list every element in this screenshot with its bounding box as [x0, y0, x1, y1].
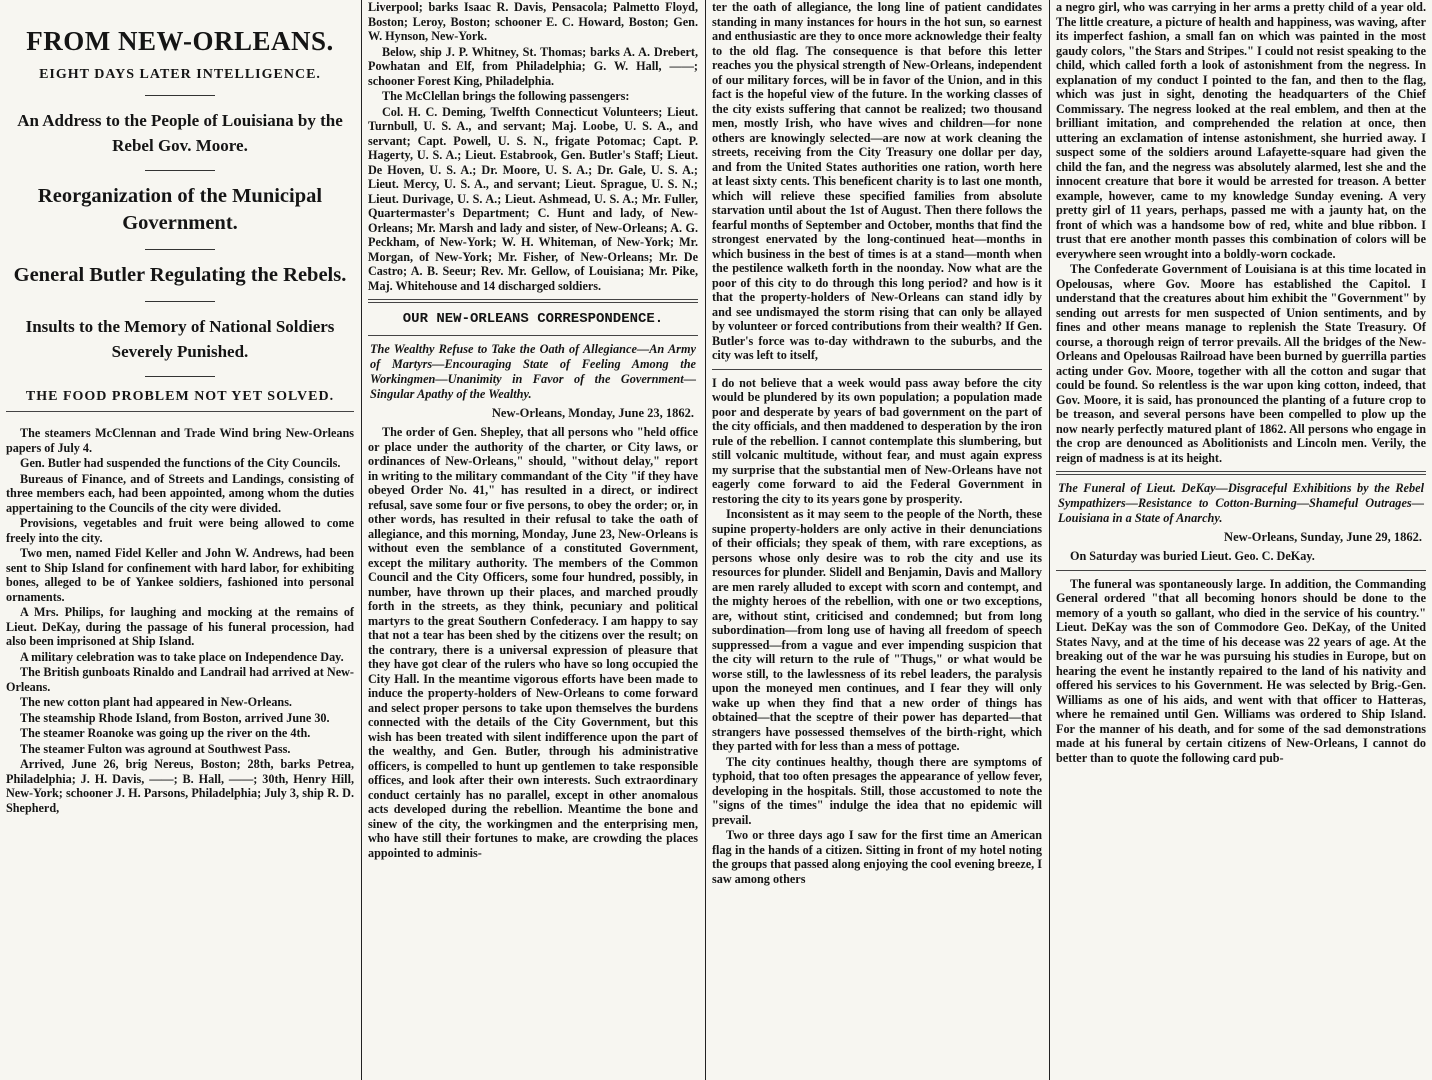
article-paragraph: Two men, named Fidel Keller and John W. Andrews, had been sent to Ship Island for confinement with hard labor, for exhibiting bones, alleged to be of Yankee soldiers, fashioned into personal ornaments.	[6, 546, 354, 604]
deck-3: Reorganization of the Municipal Government.	[37, 185, 323, 234]
article-paragraph: Bureaus of Finance, and of Streets and Landings, consisting of three members each, had been appointed, among whom the duties appertaining to the Councils of the city were divided.	[6, 471, 354, 515]
article-summary: The Funeral of Lieut. DeKay—Disgraceful Exhibitions by the Rebel Sympathizers—Resistance to Cotton-Burning—Shameful Outrages—Louisiana in a State of Anarchy.	[1058, 481, 1424, 525]
deck-2: An Address to the People of Louisiana by the Rebel Gov. Moore.	[17, 111, 343, 155]
article-paragraph: a negro girl, who was carrying in her arms a pretty child of a year old. The little creature, a picture of health and happiness, was waving, after its imperfect fashion, a small fan on which was painted in the most gaudy colors, "the Stars and Stripes." I could not resist speaking to the child, which called forth a look of astonishment from the negress. In explanation of my conduct I pointed to the fan, and then to the flag, which was just in sight, denoting the headquarters of the Chief Commissary. The negress looked at the real emblem, and then at the brilliant imitation, and comprehended the relation at once, then uttering an exclamation of intense astonishment, she hurried away. I suspect some of the soldiers around Lafayette-square had given the child the fan, and the negress was absolutely alarmed, lest she and the innocent creature that bore it would be arrested for treason. A better example, however, came to my knowledge Sunday evening. A very pretty girl of 11 years, perhaps, passed me with a jaunty hat, on the front of which was a handsome bow of red, white and blue ribbon. I trust that ere another month passes this combination of colors will be everywhere seen wrought into a boldly-worn cockade.	[1056, 0, 1426, 261]
section-rule	[1056, 471, 1426, 475]
article-paragraph: The British gunboats Rinaldo and Landrail had arrived at New-Orleans.	[6, 665, 354, 694]
article-paragraph: The Confederate Government of Louisiana is at this time located in Opelousas, where Gov. Moore has established the Capitol. I understand that the creatures about him exhibit the "Government" by sending out arrests for men suspected of Union sentiments, and by fines and other means manage to replenish the State Treasury. Of course, a thorough reign of terror prevails. All the bridges of the New-Orleans and Opelousas Railroad have been burned by guerrilla parties acting under Gov. Moore, together with all the cotton and sugar that could be found. So relentless is the war upon king cotton, indeed, that Gov. Moore, it is said, has pronounced the planting of a future crop to be treason, and several persons have been compelled to plow up the now nearly perfectly matured plant of 1862. All persons who engage in the crop are denounced as Abolitionists and Lincoln men. Verily, the reign of madness is at its height.	[1056, 262, 1426, 465]
article-paragraph: I do not believe that a week would pass away before the city would be plundered by its own population; a population made poor and desperate by years of bad government on the part of the city officials, and then maddened to desperation by the iron rule of the rebellion. I cannot contemplate this slumbering, but still volcanic multitude, without fear, and must again express my surprise that the substantial men of New-Orleans have not eagerly come forward to aid the Federal Government in restoring the city to its years gone by prosperity.	[712, 375, 1042, 506]
article-paragraph: Below, ship J. P. Whitney, St. Thomas; barks A. A. Drebert, Powhatan and Elf, from Philadelphia; G. W. Hall, ——; schooner Forest King, Philadelphia.	[368, 44, 698, 88]
section-rule	[1056, 570, 1426, 571]
section-rule	[6, 411, 354, 412]
article-paragraph: A military celebration was to take place on Independence Day.	[20, 649, 344, 664]
article-summary: The Wealthy Refuse to Take the Oath of Allegiance—An Army of Martyrs—Encouraging State of Feeling Among the Workingmen—Unanimity in Favor of the Government—Singular Apathy of the Wealthy.	[370, 342, 696, 401]
article-paragraph: Arrived, June 26, brig Nereus, Boston; 28th, barks Petrea, Philadelphia; J. H. Davis, ——; B. Hall, ——; 30th, Henry Hill, New-York; schooner J. H. Parsons, Philadelphia; July 3, ship R. D. Shepherd,	[6, 757, 354, 815]
article-paragraph: The steamers McClennan and Trade Wind bring New-Orleans papers of July 4.	[6, 426, 354, 455]
column-1	[0, 0, 360, 1080]
article-paragraph: Liverpool; barks Isaac R. Davis, Pensacola; Palmetto Floyd, Boston; Leroy, Boston; schooner E. C. Howard, Boston; Gen. W. Hynson, New-York.	[368, 0, 698, 43]
passenger-list: Col. H. C. Deming, Twelfth Connecticut Volunteers; Lieut. Turnbull, U. S. A., and servant; Maj. Loobe, U. S. A., and servant; Capt. Powell, U. S. N., frigate Potomac; Capt. P. Hagerty, U. S. A.; Lieut. Estabrook, Gen. Butler's Staff; Lieut. De Hoven, U. S. A.; Dr. Moore, U. S. A.; Dr. Gale, U. S. A.; Lieut. Mercy, U. S. A., and servant; Lieut. Sprague, U. S. N.; Lieut. Durivage, U. S. A.; Lieut. Ashmead, U. S. A.; Mr. Fuller, Quartermaster's Department; C. Hunt and lady, of New-Orleans; Mr. Marsh and lady and sister, of New-Orleans; A. G. Peckham, of New-York; W. H. Whiteman, of New-York; Mr. Morgan, of New-York; Mr. Fisher, of New-Orleans; Mr. De Castro; A. B. Seeur; Rev. Mr. Gellow, of Louisiana; Mr. Pike, Maj. Whitehouse and 14 discharged soldiers.	[368, 104, 698, 293]
article-paragraph: The McClellan brings the following passengers:	[382, 89, 630, 103]
section-rule	[368, 299, 698, 303]
article-paragraph: ter the oath of allegiance, the long line of patient candidates standing in many instances for hours in the hot sun, so earnest and enthusiastic are they to once more acknowledge their fealty to the old flag. The consequence is that before this letter reaches you the physical strength of New-Orleans, independent of our military forces, will be in favor of the Union, and in this fact is the hopeful view of the future. In the working classes of the city exists suffering that cannot be realized; two thousand men, mostly Irish, who have wives and children—for none others are knowingly selected—are now at work cleaning the streets, receiving from the City Treasury one dollar per day, and from the United States authorities one ration, worth here at least sixty cents. This beneficent charity is to last one month, which will relieve these specified families from absolute starvation until about the 1st of August. Then there follows the fearful months of September and October, months that find the strongest enervated by the long-continued heat—months in which business in the best of times is at a stand—month when the pestilence walketh forth in the noonday. Now what are the poor of this city to do through this long period? and how is it that the property-holders of New-Orleans can stand idly by and see undismayed the storm rising that can only be allayed by volunteer or forced contributions from their wealth? If Gen. Butler's force was to-day withdrawn to the suburbs, and the city was left to itself,	[712, 0, 1042, 362]
column-4	[1050, 0, 1432, 1080]
deck-separator	[145, 170, 215, 171]
column-3	[706, 0, 1048, 1080]
article-paragraph: Inconsistent as it may seem to the people of the North, these supine property-holders are only active in their denunciations of their officials; they speak of them, with rare exceptions, as persons whose only desire was to rob the city and use its resources for plunder. Slidell and Benjamin, Davis and Mallory are men rarely alluded to except with scorn and contempt, and the mighty heroes of the rebellion, with one or two exceptions, are, without stint, criticised and condemned; but from long subordination—from long use of having all freedom of speech suppressed—from a vague and ever impending suspicion that the city will return to the rule of "Thugs," or what would be worse still, to the lawlessness of its rebel leaders, the paralysis upon the moneyed men continues, and I fear they will only wake up when they find that a new order of things has obtained—that the sceptre of their power has departed—that strangers have possessed themselves of the birth-right, which they parted with for less than a mess of pottage.	[712, 507, 1042, 753]
dateline: New-Orleans, Monday, June 23, 1862.	[491, 406, 694, 420]
deck-5: Insults to the Memory of National Soldiers Severely Punished.	[25, 317, 335, 361]
article-paragraph: The steamer Fulton was aground at Southwest Pass.	[20, 741, 291, 756]
article-paragraph: The steamship Rhode Island, from Boston, arrived June 30.	[20, 710, 330, 725]
article-paragraph: Two or three days ago I saw for the first time an American flag in the hands of a citizen. Sitting in front of my hotel noting the groups that passed along enjoying the cool evening breeze, I saw among others	[712, 828, 1042, 886]
headline-title: FROM NEW-ORLEANS.	[26, 26, 334, 56]
article-paragraph: The steamer Roanoke was going up the river on the 4th.	[20, 726, 311, 740]
deck-separator	[145, 95, 215, 96]
article-paragraph: The funeral was spontaneously large. In addition, the Commanding General ordered "that all becoming honors should be done to the memory of a youth so gallant, who died in the service of his country." Lieut. DeKay was the son of Commodore Geo. DeKay, of the United States Navy, and at the time of his decease was 22 years of age. At the breaking out of the war he was pursuing his studies in Europe, but on hearing the event he instantly repaired to the land of his nativity and offered his services to his Government. He was selected by Brig.-Gen. Williams as one of his aids, and went with that officer to Hatteras, where he remained until Gen. Williams was ordered to Ship Island. For the manner of his death, and for some of the sad demonstrations made at his funeral by certain citizens of New-Orleans, I cannot do better than to quote the following card pub-	[1056, 576, 1426, 765]
column-2	[362, 0, 704, 1080]
article-lead: On Saturday was buried Lieut. Geo. C. DeKay.	[1070, 549, 1315, 563]
article-paragraph: The city continues healthy, though there are symptoms of typhoid, that too often presages the appearance of yellow fever, developing in the hospitals. Still, those accustomed to note the "signs of the times" indulge the idea that no epidemic will prevail.	[712, 754, 1042, 827]
deck-6: THE FOOD PROBLEM NOT YET SOLVED.	[25, 389, 335, 404]
deck-separator	[145, 249, 215, 250]
deck-separator	[145, 301, 215, 302]
deck-1: EIGHT DAYS LATER INTELLIGENCE.	[39, 67, 321, 82]
section-rule	[712, 369, 1042, 370]
section-rule	[368, 335, 698, 336]
article-paragraph: Provisions, vegetables and fruit were being allowed to come freely into the city.	[6, 516, 354, 545]
article-paragraph: The order of Gen. Shepley, that all persons who "held office or place under the authority of the charter, or City laws, or ordinances of New-Orleans," should, "without delay," report in writing to the military commandant of the City "if they have obeyed Order No. 41," has resulted in a direct, or indirect refusal, save some four or five persons, to obey the order; or, in other words, has resulted in their refusal to take the oath of allegiance, and this morning, Monday, June 23, New-Orleans is without even the semblance of a constituted Government, except the military authority. The members of the Common Council and the City Officers, some four hundred, possibly, in number, have thrown up their places, and marched proudly forth in the streets, as they think, pecuniary and political martyrs to the great Southern Confederacy. I am happy to say that not a tear has been shed by the citizens over the result; on the contrary, there is a universal expression of pleasure that they have got clear of the rulers who have so long occupied the City Hall. In the meantime vigorous efforts have been made to induce the property-holders of New-Orleans to come forward and select proper persons to take upon themselves the burdens connected with the details of the City Government, but this wish has been treated with silent indifference upon the part of the wealthy, and Gen. Butler, through his administrative officers, is compelled to hunt up gentlemen to take responsible offices, and look after their own interests. Such extraordinary conduct certainly has no parallel, except in other anomalous acts developed during the rebellion. Meantime the bone and sinew of the city, the workingmen and the enterprising men, who have still their fortunes to make, are crowding the places appointed to adminis-	[368, 425, 698, 860]
deck-4: General Butler Regulating the Rebels.	[13, 264, 347, 286]
dateline: New-Orleans, Sunday, June 29, 1862.	[1224, 530, 1422, 544]
article-paragraph: The new cotton plant had appeared in New-Orleans.	[20, 695, 292, 709]
article-paragraph: A Mrs. Philips, for laughing and mocking at the remains of Lieut. DeKay, during the passage of his funeral procession, had also been imprisoned at Ship Island.	[6, 605, 354, 648]
correspondence-heading: OUR NEW-ORLEANS CORRESPONDENCE.	[402, 311, 664, 327]
article-paragraph: Gen. Butler had suspended the functions of the City Councils.	[20, 456, 341, 470]
deck-separator	[145, 376, 215, 377]
